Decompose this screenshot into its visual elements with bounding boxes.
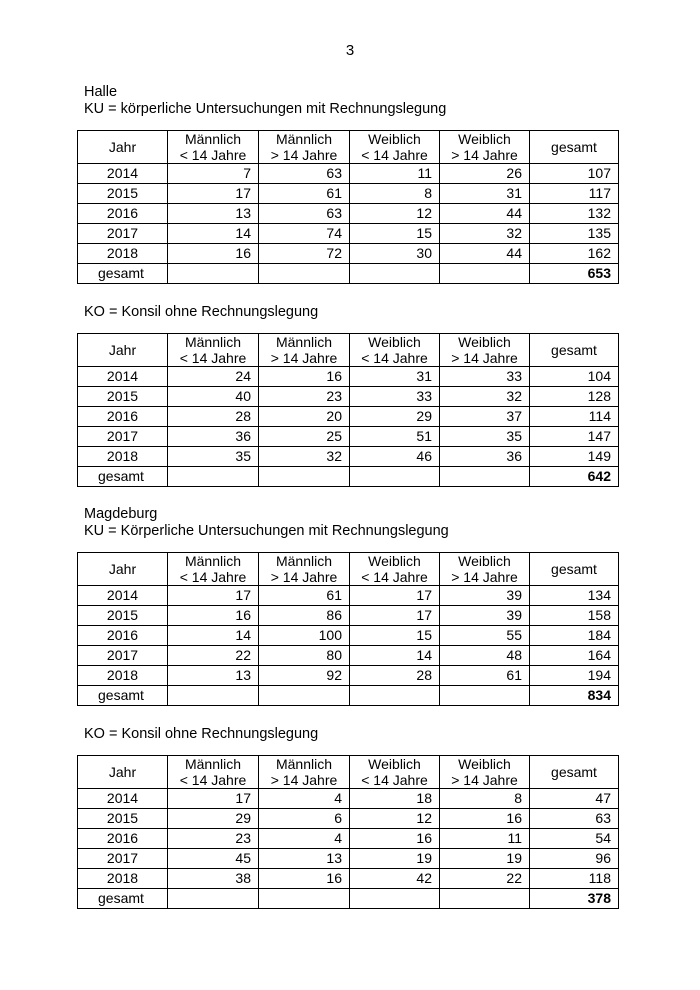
total-label: gesamt [78,889,168,909]
column-header-age: > 14 Jahre [270,147,338,163]
value-cell: 55 [440,626,530,646]
value-cell: 16 [168,606,259,626]
value-cell: 74 [259,224,350,244]
value-cell: 44 [440,244,530,264]
value-cell: 32 [259,447,350,467]
column-header [440,553,530,586]
value-cell: 107 [530,164,619,184]
empty-cell [440,264,530,284]
value-cell: 80 [259,646,350,666]
total-label: gesamt [78,264,168,284]
header-row [78,553,619,586]
empty-cell [259,889,350,909]
column-header [440,131,530,164]
page-number: 3 [345,42,355,59]
column-header-gesamt: gesamt [530,334,619,367]
empty-cell [350,686,440,706]
column-header-jahr: Jahr [78,131,168,164]
column-header-age: < 14 Jahre [179,569,247,585]
table-row [78,244,619,264]
value-cell: 135 [530,224,619,244]
column-header-jahr: Jahr [78,334,168,367]
value-cell: 128 [530,387,619,407]
empty-cell [350,467,440,487]
column-header-gender: Weiblich [368,131,421,147]
table-row [78,184,619,204]
total-row [78,467,619,487]
value-cell: 132 [530,204,619,224]
column-header-gender: Weiblich [368,334,421,350]
table-row [78,789,619,809]
value-cell: 28 [350,666,440,686]
empty-cell [440,467,530,487]
year-cell: 2015 [78,606,168,626]
year-cell: 2015 [78,809,168,829]
column-header [259,334,350,367]
empty-cell [168,889,259,909]
column-header [259,553,350,586]
total-row [78,889,619,909]
value-cell: 63 [259,164,350,184]
total-row [78,264,619,284]
value-cell: 11 [350,164,440,184]
table-halle-ko [77,333,619,487]
value-cell: 149 [530,447,619,467]
value-cell: 13 [259,849,350,869]
empty-cell [440,686,530,706]
column-header-gesamt: gesamt [530,756,619,789]
table-row [78,427,619,447]
value-cell: 8 [440,789,530,809]
header-row [78,756,619,789]
column-header-gender: Männlich [184,131,242,147]
value-cell: 36 [168,427,259,447]
column-header-age: < 14 Jahre [179,772,247,788]
value-cell: 22 [440,869,530,889]
value-cell: 7 [168,164,259,184]
value-cell: 29 [168,809,259,829]
year-cell: 2018 [78,447,168,467]
column-header-gender: Weiblich [458,756,511,772]
section-heading-halle [84,84,446,118]
empty-cell [259,467,350,487]
value-cell: 17 [168,184,259,204]
value-cell: 61 [440,666,530,686]
value-cell: 134 [530,586,619,606]
table-row [78,606,619,626]
table-row [78,367,619,387]
year-cell: 2014 [78,164,168,184]
column-header [350,553,440,586]
grand-total: 834 [530,686,619,706]
column-header [259,756,350,789]
column-header [440,756,530,789]
year-cell: 2014 [78,367,168,387]
grand-total: 378 [530,889,619,909]
year-cell: 2018 [78,244,168,264]
table-row [78,626,619,646]
year-cell: 2017 [78,427,168,447]
value-cell: 15 [350,224,440,244]
value-cell: 20 [259,407,350,427]
value-cell: 33 [350,387,440,407]
empty-cell [350,889,440,909]
column-header [168,334,259,367]
value-cell: 86 [259,606,350,626]
value-cell: 18 [350,789,440,809]
empty-cell [259,686,350,706]
column-header [168,553,259,586]
value-cell: 35 [168,447,259,467]
table-caption: KO = Konsil ohne Rechnungslegung [84,304,319,320]
table-row [78,809,619,829]
table-row [78,869,619,889]
year-cell: 2017 [78,646,168,666]
column-header-age: < 14 Jahre [361,772,428,788]
column-header-gender: Männlich [275,131,333,147]
column-header-age: > 14 Jahre [270,772,338,788]
empty-cell [440,889,530,909]
value-cell: 14 [168,224,259,244]
value-cell: 184 [530,626,619,646]
table-row [78,849,619,869]
value-cell: 26 [440,164,530,184]
year-cell: 2016 [78,204,168,224]
value-cell: 39 [440,606,530,626]
column-header [168,756,259,789]
value-cell: 22 [168,646,259,666]
value-cell: 72 [259,244,350,264]
column-header [168,131,259,164]
table-row [78,666,619,686]
value-cell: 6 [259,809,350,829]
value-cell: 45 [168,849,259,869]
value-cell: 117 [530,184,619,204]
table-halle-ku [77,130,619,284]
value-cell: 30 [350,244,440,264]
empty-cell [259,264,350,284]
table-caption: KU = Körperliche Untersuchungen mit Rechnungslegung [84,523,449,539]
value-cell: 54 [530,829,619,849]
value-cell: 8 [350,184,440,204]
value-cell: 4 [259,829,350,849]
value-cell: 17 [350,606,440,626]
value-cell: 19 [350,849,440,869]
value-cell: 4 [259,789,350,809]
column-header-gender: Weiblich [458,334,511,350]
column-header-age: < 14 Jahre [361,350,428,366]
table-magdeburg-ku [77,552,619,706]
value-cell: 164 [530,646,619,666]
empty-cell [350,264,440,284]
header-row [78,131,619,164]
table-row [78,164,619,184]
table-row [78,407,619,427]
value-cell: 11 [440,829,530,849]
column-header [259,131,350,164]
column-header-age: > 14 Jahre [270,569,338,585]
value-cell: 29 [350,407,440,427]
column-header-gesamt: gesamt [530,131,619,164]
value-cell: 16 [168,244,259,264]
value-cell: 16 [259,367,350,387]
value-cell: 13 [168,204,259,224]
column-header-age: < 14 Jahre [179,350,247,366]
column-header-age: > 14 Jahre [451,772,518,788]
value-cell: 16 [350,829,440,849]
value-cell: 17 [168,789,259,809]
value-cell: 14 [168,626,259,646]
table-caption: KU = körperliche Untersuchungen mit Rechnungslegung [84,101,447,117]
value-cell: 17 [350,586,440,606]
empty-cell [168,264,259,284]
column-header-jahr: Jahr [78,553,168,586]
year-cell: 2018 [78,666,168,686]
year-cell: 2015 [78,387,168,407]
total-label: gesamt [78,686,168,706]
column-header-gender: Männlich [275,553,333,569]
location-label: Magdeburg [84,506,158,522]
value-cell: 12 [350,809,440,829]
year-cell: 2016 [78,407,168,427]
year-cell: 2016 [78,829,168,849]
location-label: Halle [84,84,118,100]
total-label: gesamt [78,467,168,487]
value-cell: 61 [259,586,350,606]
year-cell: 2017 [78,224,168,244]
value-cell: 36 [440,447,530,467]
section-heading-halle-ko [84,304,318,321]
column-header [440,334,530,367]
table-row [78,204,619,224]
value-cell: 16 [259,869,350,889]
header-row [78,334,619,367]
value-cell: 118 [530,869,619,889]
value-cell: 35 [440,427,530,447]
section-heading-magdeburg-ko [84,726,318,743]
table-row [78,387,619,407]
value-cell: 13 [168,666,259,686]
value-cell: 42 [350,869,440,889]
year-cell: 2017 [78,849,168,869]
column-header [350,131,440,164]
value-cell: 92 [259,666,350,686]
grand-total: 653 [530,264,619,284]
value-cell: 28 [168,407,259,427]
table-magdeburg-ko [77,755,619,909]
empty-cell [168,467,259,487]
table-caption: KO = Konsil ohne Rechnungslegung [84,726,319,742]
column-header-gender: Männlich [275,756,333,772]
value-cell: 12 [350,204,440,224]
value-cell: 33 [440,367,530,387]
section-heading-magdeburg [84,506,449,540]
year-cell: 2018 [78,869,168,889]
column-header-age: < 14 Jahre [179,147,247,163]
value-cell: 40 [168,387,259,407]
column-header [350,334,440,367]
grand-total: 642 [530,467,619,487]
value-cell: 19 [440,849,530,869]
table-row [78,447,619,467]
value-cell: 25 [259,427,350,447]
column-header-age: < 14 Jahre [361,147,428,163]
column-header-gender: Weiblich [458,553,511,569]
value-cell: 100 [259,626,350,646]
value-cell: 31 [440,184,530,204]
column-header-age: > 14 Jahre [451,350,518,366]
value-cell: 38 [168,869,259,889]
table-row [78,646,619,666]
value-cell: 37 [440,407,530,427]
empty-cell [168,686,259,706]
value-cell: 17 [168,586,259,606]
value-cell: 23 [168,829,259,849]
value-cell: 63 [530,809,619,829]
table-row [78,224,619,244]
value-cell: 114 [530,407,619,427]
value-cell: 147 [530,427,619,447]
value-cell: 48 [440,646,530,666]
value-cell: 158 [530,606,619,626]
year-cell: 2014 [78,789,168,809]
year-cell: 2015 [78,184,168,204]
value-cell: 46 [350,447,440,467]
value-cell: 14 [350,646,440,666]
value-cell: 162 [530,244,619,264]
column-header-gender: Weiblich [368,553,421,569]
value-cell: 31 [350,367,440,387]
value-cell: 16 [440,809,530,829]
value-cell: 47 [530,789,619,809]
column-header-age: > 14 Jahre [451,147,518,163]
table-row [78,829,619,849]
column-header-gender: Männlich [184,553,242,569]
column-header-jahr: Jahr [78,756,168,789]
value-cell: 24 [168,367,259,387]
total-row [78,686,619,706]
column-header-gender: Männlich [184,756,242,772]
column-header-gender: Männlich [275,334,333,350]
table-row [78,586,619,606]
year-cell: 2016 [78,626,168,646]
column-header-gender: Männlich [184,334,242,350]
value-cell: 39 [440,586,530,606]
column-header [350,756,440,789]
column-header-gender: Weiblich [458,131,511,147]
value-cell: 51 [350,427,440,447]
year-cell: 2014 [78,586,168,606]
value-cell: 61 [259,184,350,204]
column-header-age: > 14 Jahre [270,350,338,366]
value-cell: 32 [440,387,530,407]
column-header-age: > 14 Jahre [451,569,518,585]
value-cell: 96 [530,849,619,869]
column-header-gesamt: gesamt [530,553,619,586]
value-cell: 32 [440,224,530,244]
value-cell: 194 [530,666,619,686]
value-cell: 23 [259,387,350,407]
column-header-age: < 14 Jahre [361,569,428,585]
column-header-gender: Weiblich [368,756,421,772]
value-cell: 15 [350,626,440,646]
value-cell: 63 [259,204,350,224]
value-cell: 44 [440,204,530,224]
value-cell: 104 [530,367,619,387]
